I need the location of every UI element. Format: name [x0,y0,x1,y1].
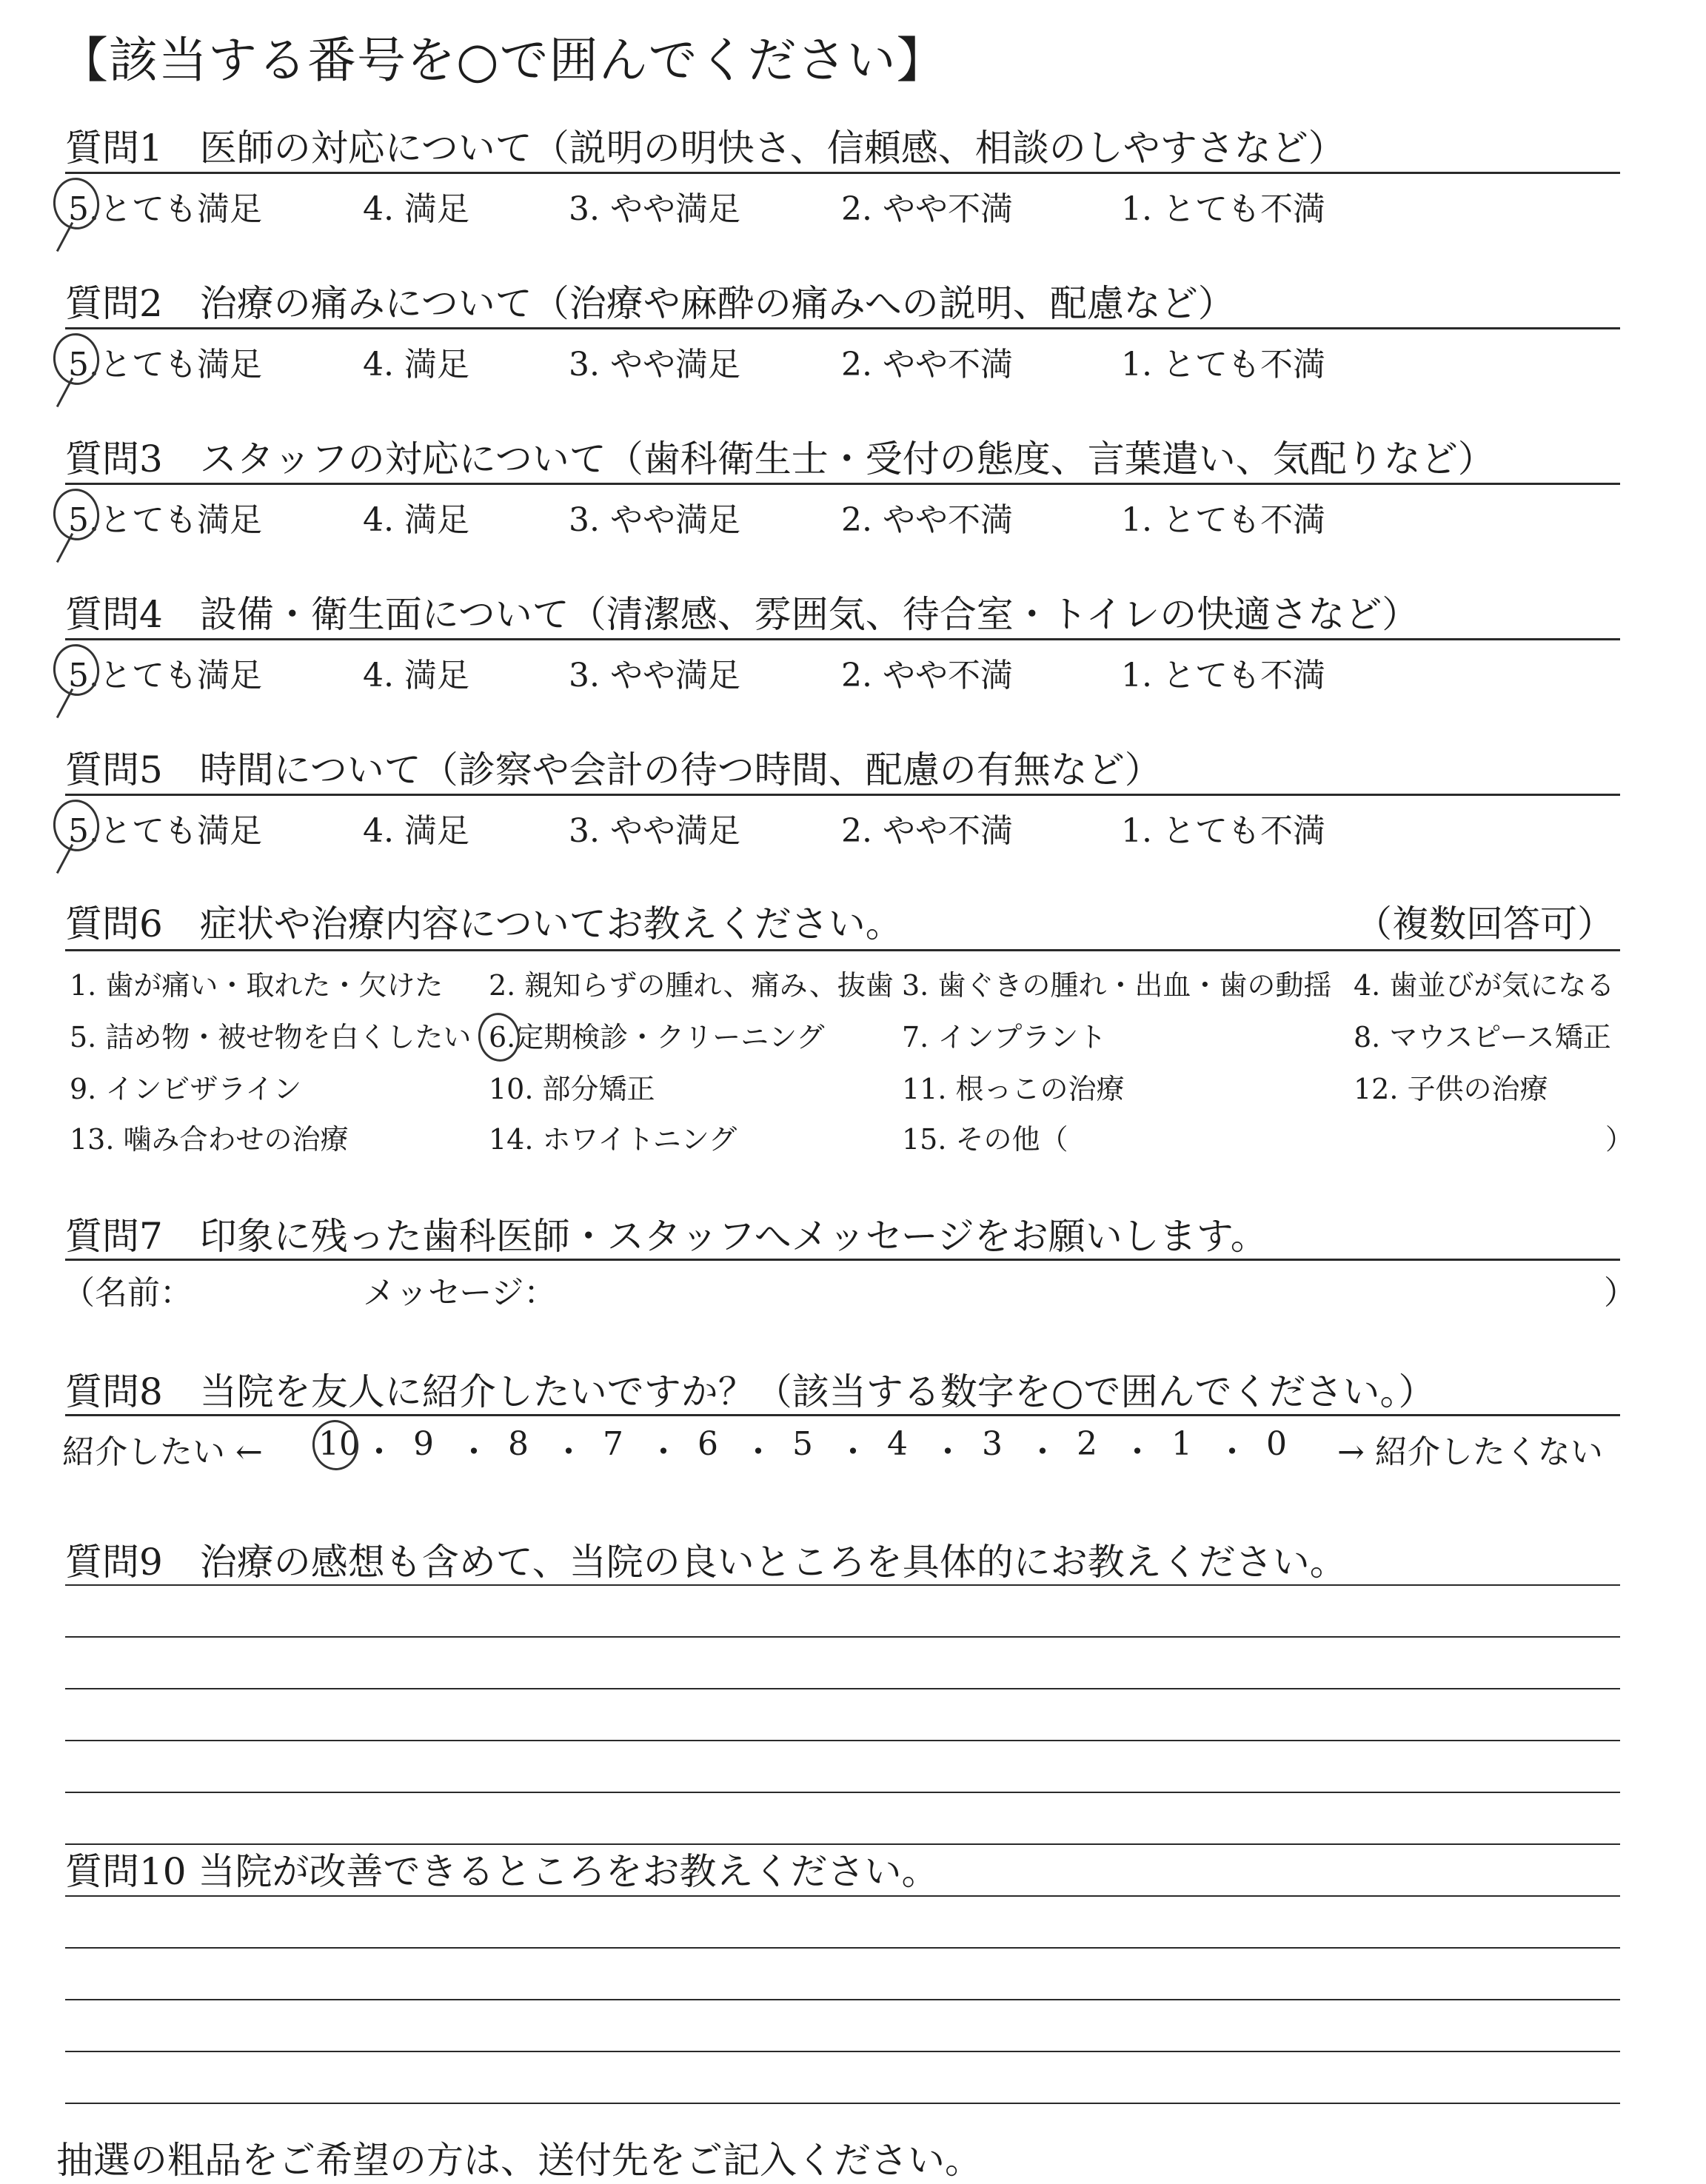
question-10-heading: 質問10 当院が改善できるところをお教えください。 [65,1850,939,1893]
rating-option: 4. 満足 [363,812,469,850]
question-6-note: （複数回答可） [1355,902,1614,945]
question-10-writing-line [65,1999,1620,2000]
rating-option: 2. やや不満 [841,812,1013,850]
rating-option: 2. やや不満 [841,657,1013,694]
treatment-option: 3. 歯ぐきの腫れ・出血・歯の動揺 [902,969,1332,1002]
question-10-writing-line [65,1895,1620,1897]
question-9-writing-line [65,1688,1620,1689]
question-4-rule [65,638,1620,640]
treatment-option: 1. 歯が痛い・取れた・欠けた [70,969,444,1002]
rating-option: 1. とても不満 [1121,190,1325,228]
scale-number: 9 [413,1425,434,1463]
rating-option: 4. 満足 [363,190,469,228]
rating-option: 2. やや不満 [841,346,1013,383]
scale-separator: ・ [1026,1433,1059,1471]
question-9-writing-line [65,1636,1620,1638]
question-3-rule [65,483,1620,485]
question-2-rule [65,327,1620,329]
scale-separator: ・ [837,1433,869,1471]
question-6-heading: 質問6 症状や治療内容についてお教えください。 [65,902,903,945]
scale-separator: ・ [1121,1433,1154,1471]
question-9-heading: 質問9 治療の感想も含めて、当院の良いところを具体的にお教えください。 [65,1541,1347,1584]
scale-number: 2 [1077,1425,1097,1463]
check-tick [56,844,73,874]
rating-option: 3. やや満足 [569,657,740,694]
question-3-heading: 質問3 スタッフの対応について（歯科衛生士・受付の態度、言葉遣い、気配りなど） [65,438,1495,480]
question-7-rule [65,1259,1620,1261]
scale-number: 7 [603,1425,623,1463]
scale-separator: ・ [647,1433,680,1471]
treatment-option: 10. 部分矯正 [489,1073,655,1105]
scale-number: 1 [1171,1425,1192,1463]
question-10-writing-line [65,2103,1620,2104]
question-4-heading: 質問4 設備・衛生面について（清潔感、雰囲気、待合室・トイレの快適さなど） [65,593,1419,636]
treatment-option: 2. 親知らずの腫れ、痛み、抜歯 [489,969,894,1002]
check-tick [56,533,73,563]
question-6-rule [65,949,1620,951]
check-tick [56,222,73,252]
rating-option: 1. とても不満 [1121,501,1325,539]
rating-option: 1. とても不満 [1121,346,1325,383]
scale-number: 0 [1266,1425,1287,1463]
scale-number: 4 [887,1425,908,1463]
recommend-right-label: → 紹介したくない [1337,1433,1603,1471]
question-10-writing-line [65,1947,1620,1949]
footer-text: 抽選の粗品をご希望の方は、送付先をご記入ください。 [56,2139,982,2182]
scale-separator: ・ [742,1433,775,1471]
scale-number: 3 [982,1425,1003,1463]
rating-option: 3. やや満足 [569,812,740,850]
rating-option: 5.とても満足 [68,346,262,383]
rating-option: 4. 満足 [363,657,469,694]
scale-separator: ・ [1216,1433,1248,1471]
treatment-option: 14. ホワイトニング [489,1123,737,1156]
scale-separator: ・ [552,1433,585,1471]
rating-option: 3. やや満足 [569,346,740,383]
question-9-writing-line [65,1584,1620,1586]
question-1-heading: 質問1 医師の対応について（説明の明快さ、信頼感、相談のしやすさなど） [65,127,1345,170]
name-label: （名前： [62,1274,193,1312]
question-8-heading: 質問8 当院を友人に紹介したいですか？（該当する数字を○で囲んでください。） [65,1370,1436,1413]
scale-number: 8 [508,1425,529,1463]
rating-option: 5.とても満足 [68,190,262,228]
question-7-heading: 質問7 印象に残った歯科医師・スタッフへメッセージをお願いします。 [65,1215,1268,1258]
treatment-option: 13. 噛み合わせの治療 [70,1123,349,1156]
treatment-option: 5. 詰め物・被せ物を白くしたい [70,1021,472,1054]
question-5-rule [65,794,1620,796]
question-9-writing-line [65,1792,1620,1793]
treatment-option: 6.定期検診・クリーニング [489,1021,825,1054]
question-1-rule [65,172,1620,174]
rating-option: 2. やや不満 [841,190,1013,228]
treatment-option: 12. 子供の治療 [1354,1073,1548,1105]
treatment-option: 4. 歯並びが気になる [1354,969,1615,1002]
rating-option: 4. 満足 [363,501,469,539]
treatment-option: 9. インビザライン [70,1073,302,1105]
message-close-paren: ） [1604,1274,1636,1312]
question-5-heading: 質問5 時間について（診察や会計の待つ時間、配慮の有無など） [65,748,1162,791]
question-9-writing-line [65,1740,1620,1741]
treatment-option: 11. 根っこの治療 [902,1073,1125,1105]
rating-option: 5.とても満足 [68,501,262,539]
rating-option: 5.とても満足 [68,657,262,694]
rating-option: 3. やや満足 [569,190,740,228]
scale-number: 6 [698,1425,718,1463]
page-title: 【該当する番号を○で囲んでください】 [59,32,946,89]
treatment-option: 8. マウスピース矯正 [1354,1021,1611,1054]
question-8-rule [65,1414,1620,1416]
question-2-heading: 質問2 治療の痛みについて（治療や麻酔の痛みへの説明、配慮など） [65,282,1235,325]
other-close-paren: ） [1605,1123,1634,1156]
rating-option: 5.とても満足 [68,812,262,850]
rating-option: 2. やや不満 [841,501,1013,539]
rating-option: 1. とても不満 [1121,657,1325,694]
treatment-option: 15. その他（ [902,1123,1068,1156]
message-label: メッセージ： [363,1274,557,1312]
treatment-option: 7. インプラント [902,1021,1107,1054]
rating-option: 1. とても不満 [1121,812,1325,850]
scale-separator: ・ [931,1433,964,1471]
scale-separator: ・ [458,1433,490,1471]
rating-option: 4. 満足 [363,346,469,383]
question-10-writing-line [65,2051,1620,2052]
recommend-left-label: 紹介したい ← [62,1433,263,1471]
scale-number: 10 [318,1425,360,1463]
scale-separator: ・ [363,1433,395,1471]
rating-option: 3. やや満足 [569,501,740,539]
check-tick [56,378,73,407]
check-tick [56,689,73,718]
scale-number: 5 [792,1425,813,1463]
